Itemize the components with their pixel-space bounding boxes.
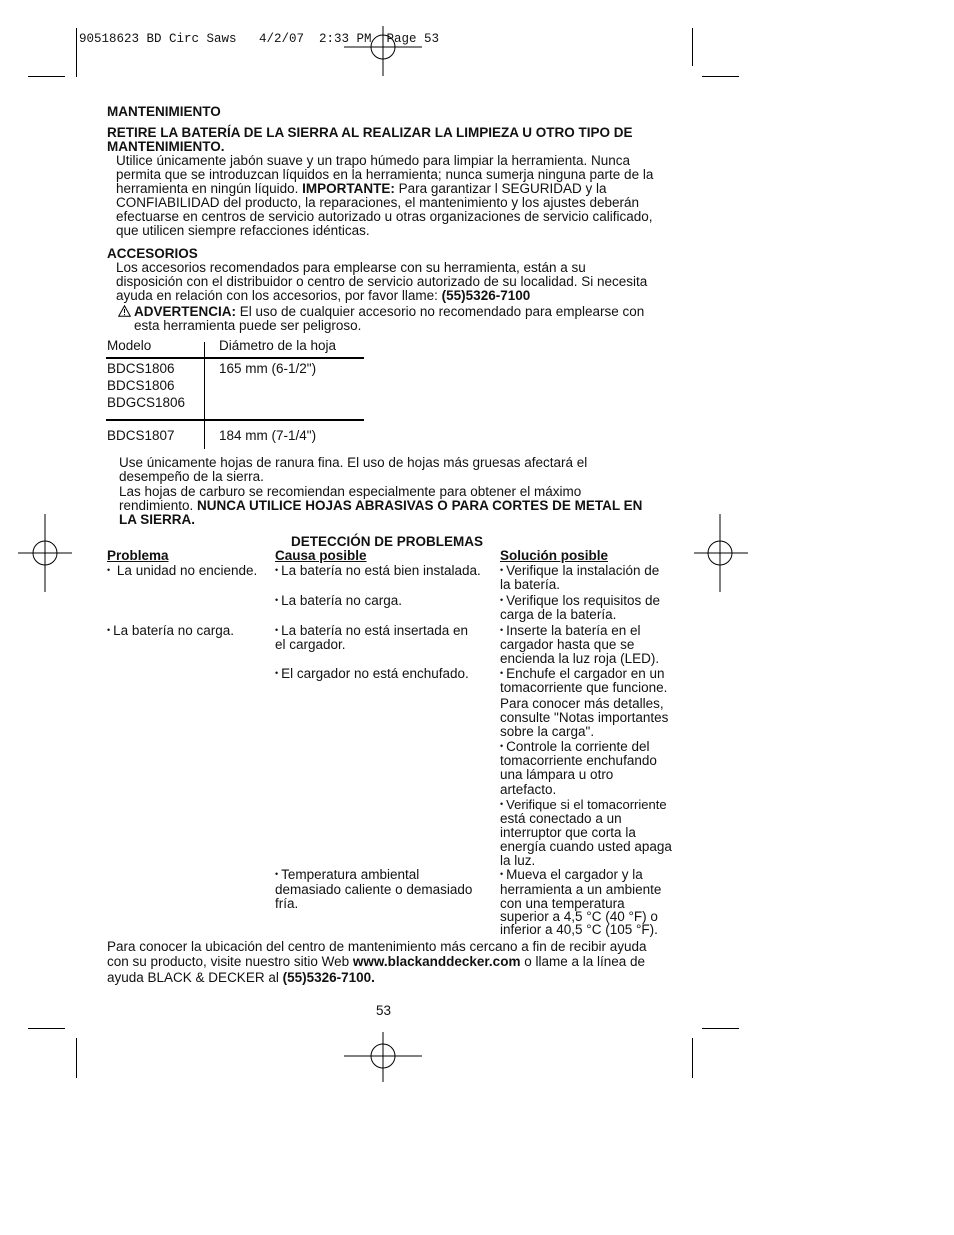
registration-mark-right-icon — [694, 514, 748, 592]
solution-item-continued: tomacorriente que funcione. — [500, 680, 668, 695]
solution-item: • Enchufe el cargador en un — [500, 666, 665, 681]
table-cell-model: BDCS1807 — [107, 428, 175, 443]
solution-item: • Verifique la instalación de — [500, 563, 660, 578]
maintenance-text-line: permita que se introduzcan líquidos en la herramienta; nunca sumerja ninguna parte de la — [116, 167, 654, 182]
solution-item-continued: la luz. — [500, 853, 536, 868]
accessories-warning: ADVERTENCIA: El uso de cualquier accesorio no recomendado para emplearse con — [134, 304, 645, 319]
blade-note-line: rendimiento. NUNCA UTILICE HOJAS ABRASIVAS O PARA CORTES DE METAL EN — [119, 498, 643, 513]
table-cell-model: BDCS1806 — [107, 378, 175, 393]
table-header-model: Modelo — [107, 338, 152, 353]
maintenance-text-line: CONFIABILIDAD del producto, la reparaciones, el mantenimiento y los ajustes deberán — [116, 195, 640, 210]
solution-item-continued: herramienta a un ambiente — [500, 882, 662, 897]
solution-item-continued: cargador hasta que se — [500, 637, 635, 652]
registration-mark-left-icon — [18, 514, 72, 592]
solution-item-continued: consulte "Notas importantes — [500, 710, 669, 725]
cause-item-continued: fría. — [275, 896, 299, 911]
maintenance-warning-line1: RETIRE LA BATERÍA DE LA SIERRA AL REALIZAR LA LIMPIEZA U OTRO TIPO DE — [107, 125, 633, 140]
solution-item-continued: una lámpara u otro — [500, 767, 614, 782]
cause-item: • Temperatura ambiental — [275, 867, 420, 882]
cause-item: • La batería no está bien instalada. — [275, 563, 481, 578]
solution-item-continued: Para conocer más detalles, — [500, 696, 664, 711]
cause-item: • La batería no está insertada en — [275, 623, 469, 638]
maintenance-text-line: Utilice únicamente jabón suave y un trapo húmedo para limpiar la herramienta. Nunca — [116, 153, 631, 168]
solution-item-continued: está conectado a un — [500, 811, 622, 826]
blade-note-line: LA SIERRA. — [119, 512, 196, 527]
table-cell-model: BDGCS1806 — [107, 395, 186, 410]
solution-item-continued: con una temperatura — [500, 896, 625, 911]
cause-item: • El cargador no está enchufado. — [275, 666, 469, 681]
blade-note-line: desempeño de la sierra. — [119, 469, 264, 484]
solution-item: • Verifique si el tomacorriente — [500, 797, 667, 812]
print-header: 90518623 BD Circ Saws 4/2/07 2:33 PM Page 53 — [79, 32, 440, 46]
maintenance-heading: MANTENIMIENTO — [107, 104, 221, 119]
maintenance-text-line: herramienta en ningún líquido. IMPORTANTE: Para garantizar l SEGURIDAD y la — [116, 181, 607, 196]
maintenance-warning-line2: MANTENIMIENTO. — [107, 139, 225, 154]
column-header-cause: Causa posible — [275, 548, 367, 563]
solution-item-continued: superior a 4,5 °C (40 °F) o — [500, 909, 658, 924]
maintenance-text-line: efectuarse en centros de servicio autorizado u otras organizaciones de servicio calificado, — [116, 209, 653, 224]
accessories-text-line: Los accesorios recomendados para emplearse con su herramienta, están a su — [116, 260, 586, 275]
solution-item-continued: energía cuando usted apaga — [500, 839, 672, 854]
cause-item-continued: el cargador. — [275, 637, 346, 652]
column-header-problem: Problema — [107, 548, 169, 563]
problem-item: • La unidad no enciende. — [107, 563, 258, 578]
blade-note-line: Use únicamente hojas de ranura fina. El uso de hojas más gruesas afectará el — [119, 455, 588, 470]
website-link[interactable]: www.blackanddecker.com — [352, 954, 521, 969]
troubleshooting-title: DETECCIÓN DE PROBLEMAS — [291, 534, 484, 549]
problem-item: • La batería no carga. — [107, 623, 234, 638]
accessories-text-line: disposición con el distribuidor o centro de servicio autorizado de su localidad. Si necesita — [116, 274, 648, 289]
cause-item-continued: demasiado caliente o demasiado — [275, 882, 473, 897]
solution-item-continued: inferior a 40,5 °C (105 °F). — [500, 922, 658, 937]
solution-item-continued: encienda la luz roja (LED). — [500, 651, 660, 666]
solution-item: • Controle la corriente del — [500, 739, 650, 754]
blade-note-line: Las hojas de carburo se recomiendan especialmente para obtener el máximo — [119, 484, 582, 499]
table-header-diameter: Diámetro de la hoja — [219, 338, 337, 353]
accessories-warning-line2: esta herramienta puede ser peligroso. — [134, 318, 362, 333]
service-text-line: con su producto, visite nuestro sitio Web www.blackanddecker.com o llame a la línea de — [107, 954, 646, 969]
accessories-text-line: ayuda en relación con los accesorios, por favor llame: (55)5326-7100 — [116, 288, 531, 303]
solution-item-continued: sobre la carga". — [500, 724, 595, 739]
column-header-solution: Solución posible — [500, 548, 609, 563]
service-text-line: Para conocer la ubicación del centro de mantenimiento más cercano a fin de recibir ayuda — [107, 939, 647, 954]
warning-triangle-icon — [118, 305, 131, 317]
table-cell-model: BDCS1806 — [107, 361, 175, 376]
maintenance-text-line: que utilicen siempre refacciones idénticas. — [116, 223, 370, 238]
solution-item-continued: artefacto. — [500, 782, 557, 797]
solution-item: • Verifique los requisitos de — [500, 593, 660, 608]
table-cell-diameter: 184 mm (7-1/4") — [219, 428, 317, 443]
cause-item: • La batería no carga. — [275, 593, 402, 608]
solution-item: • Inserte la batería en el — [500, 623, 641, 638]
solution-item-continued: carga de la batería. — [500, 607, 617, 622]
solution-item: • Mueva el cargador y la — [500, 867, 643, 882]
registration-mark-bottom-icon — [344, 1032, 422, 1082]
solution-item-continued: la batería. — [500, 577, 561, 592]
table-cell-diameter: 165 mm (6-1/2") — [219, 361, 317, 376]
solution-item-continued: interruptor que corta la — [500, 825, 636, 840]
service-text-line: ayuda BLACK & DECKER al (55)5326-7100. — [107, 970, 375, 985]
accessories-heading: ACCESORIOS — [107, 246, 198, 261]
solution-item-continued: tomacorriente enchufando — [500, 753, 657, 768]
page-number: 53 — [376, 1003, 392, 1018]
